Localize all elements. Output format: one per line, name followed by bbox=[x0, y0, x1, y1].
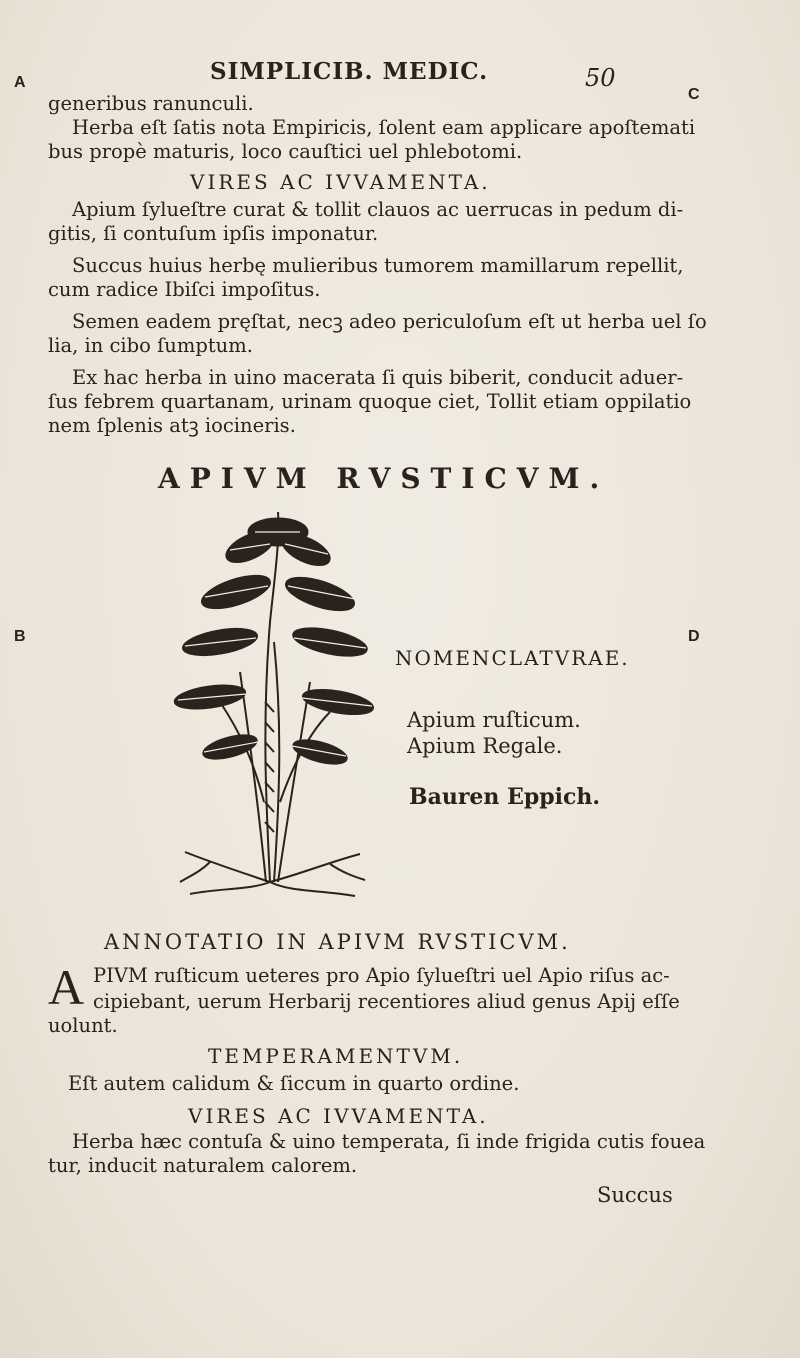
catchword: Succus bbox=[597, 1183, 673, 1207]
folio-number: 50 bbox=[585, 64, 616, 92]
text-line: tur, inducit naturalem calorem. bbox=[48, 1154, 358, 1177]
running-title: SIMPLICIB. MEDIC. bbox=[210, 58, 489, 85]
margin-letter-d: D bbox=[688, 628, 700, 645]
text-line: nem ſplenis atꝫ iocineris. bbox=[48, 414, 296, 437]
vires-heading: VIRES AC IVVAMENTA. bbox=[188, 1104, 489, 1128]
text-line: Ex hac herba in uino macerata ſi quis biberit, conducit aduer- bbox=[72, 366, 684, 389]
drop-cap: A bbox=[48, 959, 85, 1015]
text-line: Herba eſt ſatis nota Empiricis, ſolent eam applicare apoſtemati bbox=[72, 116, 696, 139]
text-line: Eſt autem calidum & ſiccum in quarto ordine. bbox=[68, 1072, 520, 1095]
section-heading: VIRES AC IVVAMENTA. bbox=[190, 170, 491, 194]
margin-letter-a: A bbox=[14, 74, 26, 91]
text-line: Herba hæc contuſa & uino temperata, ſi inde frigida cutis fouea bbox=[72, 1130, 706, 1153]
text-line: Semen eadem pręſtat, necꝫ adeo periculoſum eſt ut herba uel ſo bbox=[72, 310, 707, 333]
text-line: cum radice Ibiſci impoſitus. bbox=[48, 278, 321, 301]
text-line: bus propè maturis, loco cauſtici uel phlebotomi. bbox=[48, 140, 523, 163]
annotation-heading: ANNOTATIO IN APIVM RVSTICVM. bbox=[104, 930, 571, 954]
nomenclature-heading: NOMENCLATVRAE. bbox=[395, 646, 630, 670]
text-line: lia, in cibo ſumptum. bbox=[48, 334, 253, 357]
text-line: ſus febrem quartanam, urinam quoque ciet, Tollit etiam oppilatio bbox=[48, 390, 692, 413]
temperament-heading: TEMPERAMENTVM. bbox=[208, 1044, 464, 1068]
text-line: gitis, ſi contuſum ipſis imponatur. bbox=[48, 222, 379, 245]
german-name: Bauren Eppich. bbox=[409, 784, 601, 810]
text-line: Apium ſylueſtre curat & tollit clauos ac uerrucas in pedum di- bbox=[72, 198, 684, 221]
text-line: uolunt. bbox=[48, 1014, 118, 1037]
woodcut-plant-icon bbox=[170, 502, 380, 906]
plant-title: APIVM RVSTICVM. bbox=[158, 462, 610, 495]
margin-letter-c: C bbox=[688, 86, 700, 103]
text-line: Succus huius herbę mulieribus tumorem mamillarum repellit, bbox=[72, 254, 684, 277]
nomenclature-item: Apium Regale. bbox=[407, 734, 563, 758]
nomenclature-item: Apium ruſticum. bbox=[407, 708, 581, 732]
text-line: PIVM ruſticum ueteres pro Apio ſylueſtri uel Apio riſus ac- bbox=[93, 964, 670, 987]
text-line: cipiebant, uerum Herbarij recentiores aliud genus Apij eſſe bbox=[93, 990, 680, 1013]
text-line: generibus ranunculi. bbox=[48, 92, 254, 115]
margin-letter-b: B bbox=[14, 628, 26, 645]
